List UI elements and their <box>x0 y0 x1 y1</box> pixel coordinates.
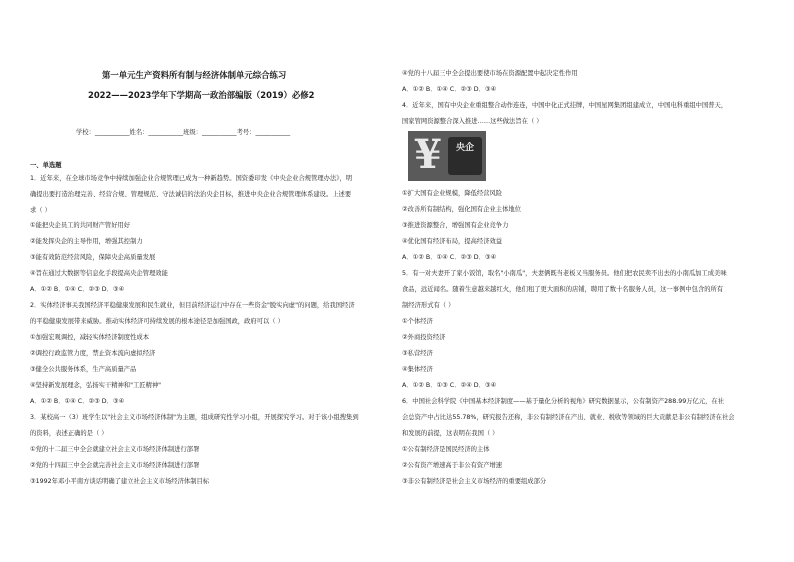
q5-line-3: 制经济形式有（ ） <box>402 302 455 309</box>
q4-illustration <box>408 131 486 181</box>
q2-option-4: ④坚持新发展理念，弘扬实干精神和"工匠精神" <box>30 382 162 389</box>
q6-line-1: 6．中国社会科学院《中国基本经济制度——基于量化分析的视角》研究数据显示，公有制资产288.99万亿元，在社 <box>402 398 724 405</box>
q2-choices: A．①② B．①④ C．②③ D．③④ <box>30 398 125 405</box>
q3-line-1: 3．某校高一（3）班学生以"社会主义市场经济体制"为主题，组成研究性学习小组，开展探究学习。对于该小组搜集到 <box>30 414 359 421</box>
q5-line-2: 食品，远近闻名。随着生意越来越红火，他们租了更大面积的店铺，聘用了数十名服务人员，这一事例中包含的所有 <box>402 286 724 293</box>
q2-line-1: 2．实体经济事关我国经济平稳健康发展和民生就业，但目前经济运行中存在一些资金"脱实向虚"的问题，给我国经济 <box>30 302 355 309</box>
q1-option-3: ③能有效防范经营风险，保障央企高质量发展 <box>30 254 156 261</box>
q3-choices: A．①② B．①④ C．②③ D．③④ <box>402 86 497 93</box>
q6-option-1: ①公有制经济是国民经济的主体 <box>402 446 490 453</box>
q4-choices: A．①② B．①④ C．②③ D．③④ <box>402 254 497 261</box>
q4-image-text: 央企 <box>448 137 482 175</box>
q4-option-2: ②改善所有制结构，强化国有企业主体地位 <box>402 206 521 213</box>
q6-option-3: ③非公有制经济是社会主义市场经济的重要组成部分 <box>402 478 547 485</box>
q5-option-4: ④集体经济 <box>402 366 433 373</box>
yen-symbol-icon: ¥ <box>414 131 442 178</box>
q3-option-3: ③1992年邓小平南方谈话明确了建立社会主义市场经济体制目标 <box>30 478 210 485</box>
q4-option-3: ③推进资源整合，增强国有企业竞争力 <box>402 222 509 229</box>
q1-choices: A．①② B．①④ C．②③ D．③④ <box>30 286 125 293</box>
q1-option-1: ①能把央企员工的共同财产管好用好 <box>30 222 131 229</box>
q2-option-3: ③健全公共服务体系，生产高质量产品 <box>30 366 137 373</box>
q5-choices: A．①② B．①③ C．②④ D．③④ <box>402 382 497 389</box>
q6-option-2: ②公有资产增速高于非公有资产增速 <box>402 462 503 469</box>
page-title: 第一单元生产资料所有制与经济体制单元综合练习 <box>102 70 287 80</box>
q3-option-2: ②党的十四届三中全会就完善社会主义市场经济体制进行部署 <box>30 462 200 469</box>
q6-line-2: 会总资产中占比达55.78%，研究报告还称，非公有制经济在产出、就业、税收等领域的巨大贡献是非公有制经济在社会 <box>402 414 735 421</box>
q5-option-2: ②外商投资经济 <box>402 334 446 341</box>
q5-line-1: 5．有一对夫妻开了家小饭馆，取名"小南瓜"，夫妻俩既当老板又当服务员。他们把农民卖不出去的小南瓜加工成美味 <box>402 270 727 277</box>
q1-option-4: ④旨在通过大数据等信息化手段提高央企管理效能 <box>30 270 168 277</box>
student-info-line: 学校：___________姓名：___________班级：___________考号：___________ <box>76 129 291 136</box>
section-heading: 一、单选题 <box>30 162 62 169</box>
q3-option-1: ①党的十二届三中全会就建立社会主义市场经济体制进行部署 <box>30 446 200 453</box>
q5-option-3: ③私营经济 <box>402 350 433 357</box>
q2-line-2: 的平稳健康发展带来威胁。推动实体经济可持续发展的根本途径是加强国政，政府可以（ ） <box>30 318 284 325</box>
q3-option-4: ④党的十八届三中全会提出要使市场在资源配置中起决定性作用 <box>402 70 578 77</box>
q4-line-1: 4．近年来，国有中央企业重组整合动作连连，中国中化正式挂牌，中国星网集团组建成立，中国电科重组中国普天， <box>402 102 728 109</box>
q1-line-2: 确提出要打造治理完善、经营合规、管理规范、守法诚信的法治央企目标，推进中央企业合规管理体系建设。上述要 <box>30 191 352 198</box>
q5-option-1: ①个体经济 <box>402 318 433 325</box>
q4-line-2: 国家管网资源整合深入推进……这些做法旨在（ ） <box>402 118 543 125</box>
q4-option-4: ④优化国有经济布局，提高经济效益 <box>402 238 503 245</box>
q1-option-2: ②能发挥央企的主导作用，增强其控制力 <box>30 238 143 245</box>
q2-option-1: ①加强宏观调控，减轻实体经济制度性成本 <box>30 334 149 341</box>
q4-option-1: ①扩大国有企业规模，降低经营风险 <box>402 190 503 197</box>
q2-option-2: ②调控行政监管力度，禁止资本流向虚拟经济 <box>30 350 156 357</box>
q3-line-2: 的资料，表述正确的是（ ） <box>30 430 108 437</box>
q6-line-3: 和发展的前提，这表明在我国（ ） <box>402 430 499 437</box>
q1-line-1: 1．近年来，在全球市场竞争中持续加强企业合规管理已成为一种新趋势。国资委印发《中央企业合规管理办法》，明 <box>30 175 352 182</box>
q1-line-3: 求（ ） <box>30 207 51 214</box>
page-subtitle: 2022——2023学年下学期高一政治部编版（2019）必修2 <box>88 90 315 100</box>
